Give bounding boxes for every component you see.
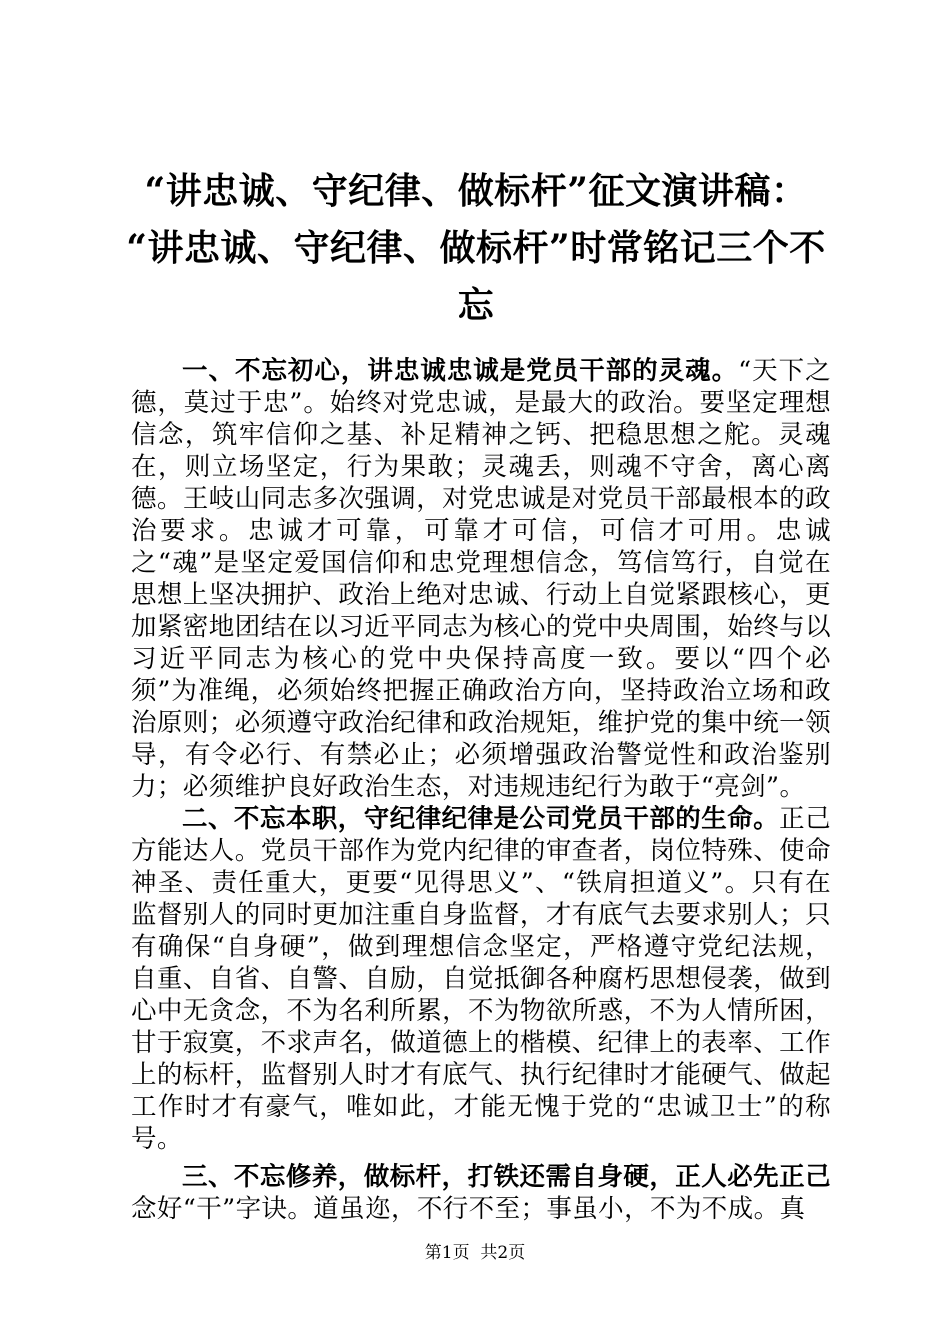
paragraph-3-heading: 三、不忘修养，做标杆，打铁还需自身硬，正人必先正己 [182, 1162, 831, 1192]
paragraph-2 [131, 803, 831, 1155]
paragraph-1-heading: 一、不忘初心，讲忠诚忠诚是党员干部的灵魂。 [182, 356, 739, 386]
document-body [131, 355, 831, 1225]
paragraph-1 [131, 355, 831, 803]
title-line-3: 忘 [457, 284, 495, 326]
document-title [120, 163, 832, 334]
page-number-footer: 第1页 共2页 [424, 1243, 526, 1263]
title-line-1: “讲忠诚、守纪律、做标杆”征文演讲稿： [144, 170, 808, 212]
paragraph-2-heading: 二、不忘本职，守纪律纪律是公司党员干部的生命。 [182, 804, 780, 834]
paragraph-2-text: 正己方能达人。党员干部作为党内纪律的审查者，岗位特殊、使命神圣、责任重大，更要“见得思义”、“铁肩担道义”。只有在监督别人的同时更加注重自身监督，才有底气去要求别人；只有确保“自身硬”，做到理想信念坚定，严格遵守党纪法规，自重、自省、自警、自励，自觉抵御各种腐朽思想侵袭，做到心中无贪念，不为名利所累，不为物欲所惑，不为人情所困，甘于寂寞，不求声名，做道德上的楷模、纪律上的表率、工作上的标杆，监督别人时才有底气、执行纪律时才能硬气、做起工作时才有豪气，唯如此，才能无愧于党的“忠诚卫士”的称号。 [131, 804, 831, 1154]
paragraph-3-text: 念好“干”字诀。道虽迩，不行不至；事虽小，不为不成。真 [131, 1194, 806, 1224]
paragraph-1-text: “天下之德，莫过于忠”。始终对党忠诚，是最大的政治。要坚定理想信念，筑牢信仰之基、补足精神之钙、把稳思想之舵。灵魂在，则立场坚定，行为果敢；灵魂丢，则魂不守舍，离心离德。王岐山同志多次强调，对党忠诚是对党员干部最根本的政治要求。忠诚才可靠，可靠才可信，可信才可用。忠诚之“魂”是坚定爱国信仰和忠党理想信念，笃信笃行，自觉在思想上坚决拥护、政治上绝对忠诚、行动上自觉紧跟核心，更加紧密地团结在以习近平同志为核心的党中央周围，始终与以习近平同志为核心的党中央保持高度一致。要以“四个必须”为准绳，必须始终把握正确政治方向，坚持政治立场和政治原则；必须遵守政治纪律和政治规矩，维护党的集中统一领导，有令必行、有禁必止；必须增强政治警觉性和政治鉴别力；必须维护良好政治生态，对违规违纪行为敢于“亮剑”。 [131, 356, 832, 802]
title-line-2: “讲忠诚、守纪律、做标杆”时常铭记三个不 [126, 227, 826, 269]
paragraph-3 [131, 1161, 831, 1225]
